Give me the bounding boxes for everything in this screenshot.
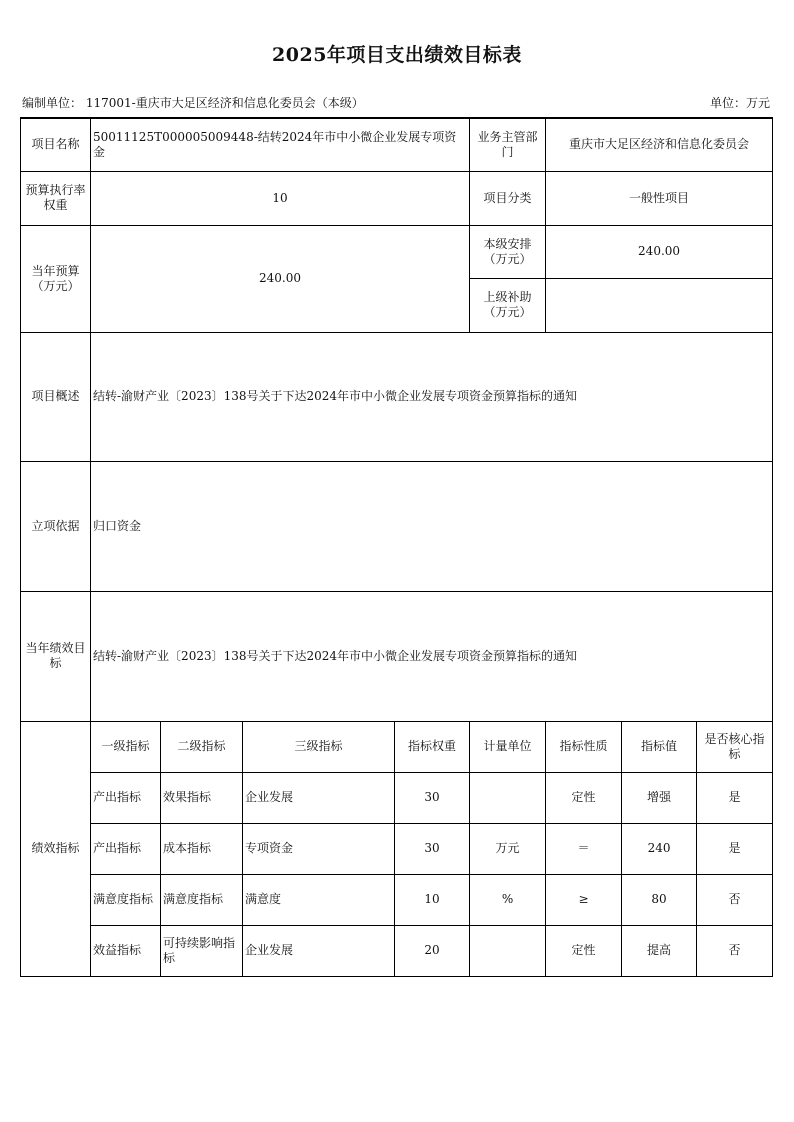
indicator-unit — [470, 772, 546, 823]
goal-label: 当年绩效目标 — [21, 591, 91, 721]
row-weight — [21, 171, 773, 225]
indicator-weight: 20 — [395, 925, 470, 976]
compiling-unit-label: 编制单位： — [22, 96, 83, 110]
indicator-l3: 满意度 — [243, 874, 395, 925]
header-weight: 指标权重 — [395, 721, 470, 772]
indicator-l1: 满意度指标 — [91, 874, 161, 925]
compiling-unit-value: 117001-重庆市大足区经济和信息化委员会（本级） — [85, 96, 364, 110]
indicator-l3: 企业发展 — [243, 925, 395, 976]
upper-value — [546, 278, 773, 332]
dept-label: 业务主管部门 — [470, 118, 546, 171]
indicator-core: 是 — [697, 823, 773, 874]
row-overview — [21, 332, 773, 461]
project-name-value: 50011125T000005009448-结转2024年市中小微企业发展专项资金 — [91, 118, 470, 171]
project-name-label: 项目名称 — [21, 118, 91, 171]
indicator-weight: 10 — [395, 874, 470, 925]
compiling-unit — [22, 94, 364, 111]
indicator-l3: 专项资金 — [243, 823, 395, 874]
weight-value: 10 — [91, 171, 470, 225]
row-project-name — [21, 118, 773, 171]
indicator-nature: 定性 — [546, 772, 622, 823]
indicator-core: 是 — [697, 772, 773, 823]
category-label: 项目分类 — [470, 171, 546, 225]
indicator-unit: % — [470, 874, 546, 925]
indicator-l2: 成本指标 — [161, 823, 243, 874]
indicator-l2: 满意度指标 — [161, 874, 243, 925]
indicator-header-row — [21, 721, 773, 772]
row-budget — [21, 225, 773, 278]
indicator-weight: 30 — [395, 772, 470, 823]
overview-value: 结转-渝财产业〔2023〕138号关于下达2024年市中小微企业发展专项资金预算指标的通知 — [91, 332, 773, 461]
indicator-row — [21, 772, 773, 823]
row-basis — [21, 461, 773, 591]
indicator-nature: 定性 — [546, 925, 622, 976]
indicator-unit: 万元 — [470, 823, 546, 874]
indicator-l2: 可持续影响指标 — [161, 925, 243, 976]
budget-label: 当年预算（万元） — [21, 225, 91, 332]
indicator-l1: 效益指标 — [91, 925, 161, 976]
page-title: 2025年项目支出绩效目标表 — [272, 44, 522, 66]
upper-label: 上级补助（万元） — [470, 278, 546, 332]
basis-label: 立项依据 — [21, 461, 91, 591]
local-value: 240.00 — [546, 225, 773, 278]
weight-label: 预算执行率权重 — [21, 171, 91, 225]
indicator-core: 否 — [697, 874, 773, 925]
indicator-l1: 产出指标 — [91, 772, 161, 823]
dept-value: 重庆市大足区经济和信息化委员会 — [546, 118, 773, 171]
goal-value: 结转-渝财产业〔2023〕138号关于下达2024年市中小微企业发展专项资金预算指标的通知 — [91, 591, 773, 721]
indicator-l1: 产出指标 — [91, 823, 161, 874]
indicator-row — [21, 874, 773, 925]
indicator-core: 否 — [697, 925, 773, 976]
indicator-value: 80 — [622, 874, 697, 925]
local-label: 本级安排（万元） — [470, 225, 546, 278]
indicator-nature: ≥ — [546, 874, 622, 925]
header-l1: 一级指标 — [91, 721, 161, 772]
indicator-value: 240 — [622, 823, 697, 874]
indicator-weight: 30 — [395, 823, 470, 874]
currency-unit: 单位：万元 — [709, 96, 770, 110]
indicator-unit — [470, 925, 546, 976]
header-core: 是否核心指标 — [697, 721, 773, 772]
indicators-section-label: 绩效指标 — [21, 721, 91, 976]
performance-table — [20, 117, 773, 977]
indicator-nature: ＝ — [546, 823, 622, 874]
indicator-row — [21, 823, 773, 874]
indicator-row — [21, 925, 773, 976]
header-nature: 指标性质 — [546, 721, 622, 772]
row-goal — [21, 591, 773, 721]
header-value: 指标值 — [622, 721, 697, 772]
overview-label: 项目概述 — [21, 332, 91, 461]
category-value: 一般性项目 — [546, 171, 773, 225]
header-l3: 三级指标 — [243, 721, 395, 772]
indicator-l2: 效果指标 — [161, 772, 243, 823]
indicator-value: 提高 — [622, 925, 697, 976]
indicator-value: 增强 — [622, 772, 697, 823]
basis-value: 归口资金 — [91, 461, 773, 591]
header-l2: 二级指标 — [161, 721, 243, 772]
indicator-l3: 企业发展 — [243, 772, 395, 823]
budget-value: 240.00 — [91, 225, 470, 332]
header-unit: 计量单位 — [470, 721, 546, 772]
